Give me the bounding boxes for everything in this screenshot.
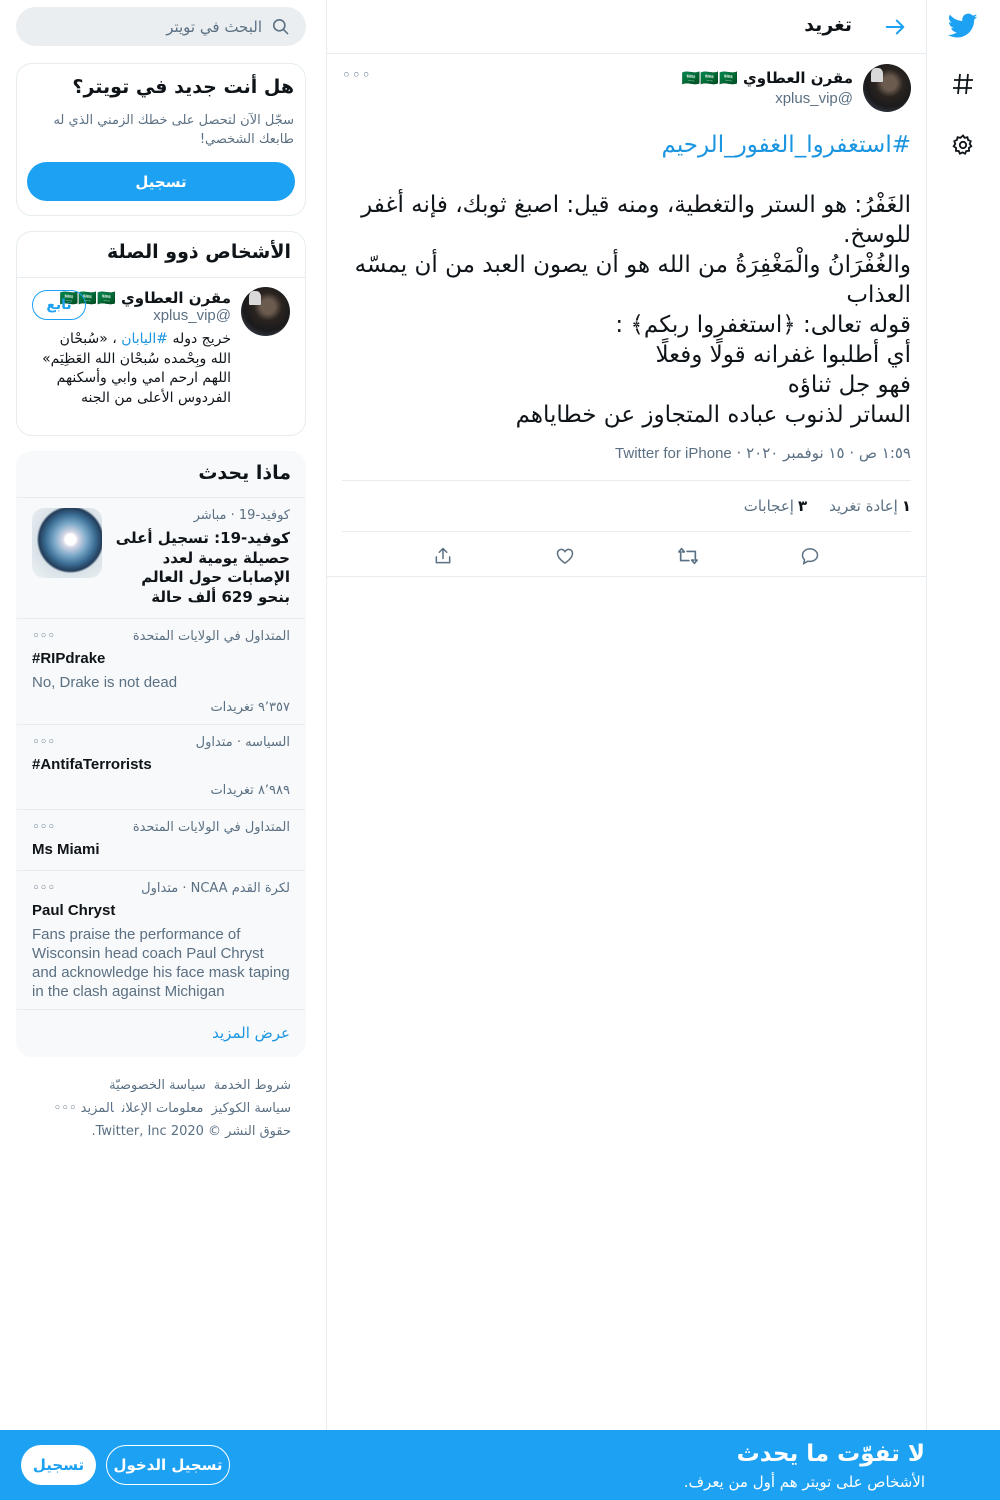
trend-count: ٨٬٩٨٩ تغريدات	[210, 783, 290, 798]
search-box	[16, 7, 306, 46]
bio-text: ، «سُبحْان الله وبِحْمده سُبحْان الله العَظِيَم» اللهم ارحم امي وابي وأسكنهم الفردوس الأعلى من الجنه	[42, 331, 231, 406]
page-title: تغريد	[804, 14, 852, 36]
tweet-header	[342, 64, 911, 128]
footer-row	[16, 1097, 291, 1120]
trend-item[interactable]	[17, 809, 305, 870]
likes-stat[interactable]	[744, 497, 807, 515]
more-dots-icon[interactable]: ◦◦◦	[32, 881, 56, 896]
card-title: الأشخاص ذوو الصلة	[107, 241, 291, 263]
avatar[interactable]	[863, 64, 911, 112]
trend-description: No, Drake is not dead	[32, 674, 178, 691]
user-handle[interactable]: @xplus_vip	[153, 307, 231, 324]
tweet-time-link[interactable]: ١:٥٩ ص · ١٥ نوفمبر ٢٠٢٠ ·	[731, 444, 911, 462]
terms-link[interactable]: شروط الخدمة	[213, 1078, 291, 1093]
tweet-timestamp	[342, 444, 911, 466]
more-dots-icon[interactable]: ◦◦◦	[32, 735, 56, 750]
more-dots-icon[interactable]: ◦◦◦	[32, 820, 56, 835]
card-title: هل أنت جديد في تويتر؟	[72, 76, 294, 98]
search-input[interactable]	[30, 7, 262, 46]
search-icon	[271, 17, 290, 40]
trend-title: Paul Chryst	[32, 902, 116, 919]
more-dots-icon[interactable]: ◦◦◦	[342, 66, 372, 84]
bio-hashtag-link[interactable]: #اليابان	[121, 331, 169, 347]
tweet-stats	[342, 481, 911, 531]
avatar[interactable]	[241, 287, 290, 336]
trend-meta: لكرة القدم NCAA · متداول	[141, 881, 290, 896]
share-icon[interactable]	[426, 539, 460, 573]
trend-meta: السياسه · متداول	[195, 735, 290, 750]
bottom-bar-subtitle: الأشخاص على تويتر هم أول من يعرف.	[683, 1473, 925, 1491]
card-title: ماذا يحدث	[198, 462, 291, 484]
new-to-twitter-card	[16, 63, 306, 216]
tweet-source[interactable]: Twitter for iPhone	[615, 445, 732, 462]
like-icon[interactable]	[548, 539, 582, 573]
footer-row	[16, 1074, 291, 1097]
follow-button[interactable]: تابع	[32, 290, 86, 320]
user-bio	[41, 330, 231, 408]
retweets-label: إعادة تغريد	[829, 497, 898, 515]
ads-info-link[interactable]: معلومات الإعلان	[121, 1101, 204, 1116]
trend-count: ٩٬٣٥٧ تغريدات	[210, 700, 290, 715]
trend-description: Fans praise the performance of Wisconsin head coach Paul Chryst and acknowledge his face mask taping in the clash against Michigan	[32, 926, 290, 1000]
login-button[interactable]: تسجيل الدخول	[106, 1445, 230, 1485]
main-column	[326, 0, 926, 1430]
divider	[327, 576, 926, 577]
user-name[interactable]: مقرن العطاوي 🇸🇦🇸🇦🇸🇦	[59, 289, 231, 307]
tweet	[327, 64, 926, 580]
trend-item[interactable]	[17, 618, 305, 724]
likes-count: ٣	[797, 497, 808, 515]
likes-label: إعجابات	[743, 497, 794, 515]
show-more-link[interactable]: عرض المزيد	[17, 1009, 305, 1056]
tweet-text: الغَفْرُ: هو الستر والتغطية، ومنه قيل: اصبغ ثوبك، فإنه أغفر للوسخ. والغُفْرَانُ والْمَغْفِرَةُ من الله هو أن يصون العبد من أن يمسّه العذاب قوله تعالى: ﴿استغفروا ربكم﴾ : أي أطلبوا غفرانه قولًا وفعلًا فهو جل ثناؤه الساتر لذنوب عباده المتجاوز عن خطاياهم	[354, 192, 911, 428]
trend-title: Ms Miami	[32, 841, 100, 858]
cookies-link[interactable]: سياسة الكوكيز	[211, 1101, 291, 1116]
copyright: حقوق النشر © 2020 Twitter, Inc.	[91, 1124, 291, 1139]
news-thumbnail	[32, 508, 102, 578]
footer	[16, 1074, 291, 1143]
retweet-icon[interactable]	[671, 539, 705, 573]
more-link[interactable]: المزيد ◦◦◦	[53, 1101, 114, 1116]
signup-button[interactable]: تسجيل	[27, 162, 295, 201]
relevant-people-card	[16, 231, 306, 436]
more-dots-icon[interactable]: ◦◦◦	[32, 629, 56, 644]
main-header	[327, 0, 926, 54]
reply-icon[interactable]	[793, 539, 827, 573]
tweet-hashtag-link[interactable]: #استغفروا_الغفور_الرحيم	[661, 132, 911, 158]
arrow-back-icon[interactable]	[880, 12, 910, 42]
hashtag-icon[interactable]	[942, 63, 984, 105]
trend-meta: المتداول في الولايات المتحدة	[132, 629, 290, 644]
bottom-signup-bar	[0, 1430, 1000, 1500]
trend-title: #RIPdrake	[32, 650, 106, 667]
bottom-bar-title: لا تفوّت ما يحدث	[736, 1441, 925, 1467]
news-meta: كوفيد-19 · مباشر	[193, 508, 290, 523]
privacy-link[interactable]: سياسة الخصوصيّة	[109, 1078, 206, 1093]
signup-button[interactable]: تسجيل	[21, 1445, 96, 1485]
news-item[interactable]	[17, 497, 305, 618]
side-navigation	[926, 0, 1000, 1430]
divider	[17, 277, 305, 278]
trend-item[interactable]	[17, 724, 305, 809]
twitter-bird-icon[interactable]	[942, 5, 984, 47]
card-subtitle: سجّل الآن لتحصل على خطك الزمني الذي له طابعك الشخصي!	[53, 113, 294, 147]
trend-meta: المتداول في الولايات المتحدة	[132, 820, 290, 835]
gear-icon[interactable]	[942, 124, 984, 166]
author-handle[interactable]: @xplus_vip	[775, 90, 853, 107]
retweets-count: ١	[901, 497, 911, 515]
author-name[interactable]: مقرن العطاوي 🇸🇦🇸🇦🇸🇦	[681, 69, 853, 87]
tweet-actions	[342, 532, 911, 580]
trend-item[interactable]	[17, 870, 305, 1009]
bio-text: خريج دوله	[168, 331, 231, 347]
trend-title: #AntifaTerrorists	[32, 756, 152, 773]
retweets-stat[interactable]	[829, 497, 911, 515]
news-title: كوفيد-19: تسجيل أعلى حصيلة يومية لعدد الإصابات حول العالم بنحو 629 ألف حالة	[115, 529, 290, 606]
trends-card	[16, 451, 306, 1057]
